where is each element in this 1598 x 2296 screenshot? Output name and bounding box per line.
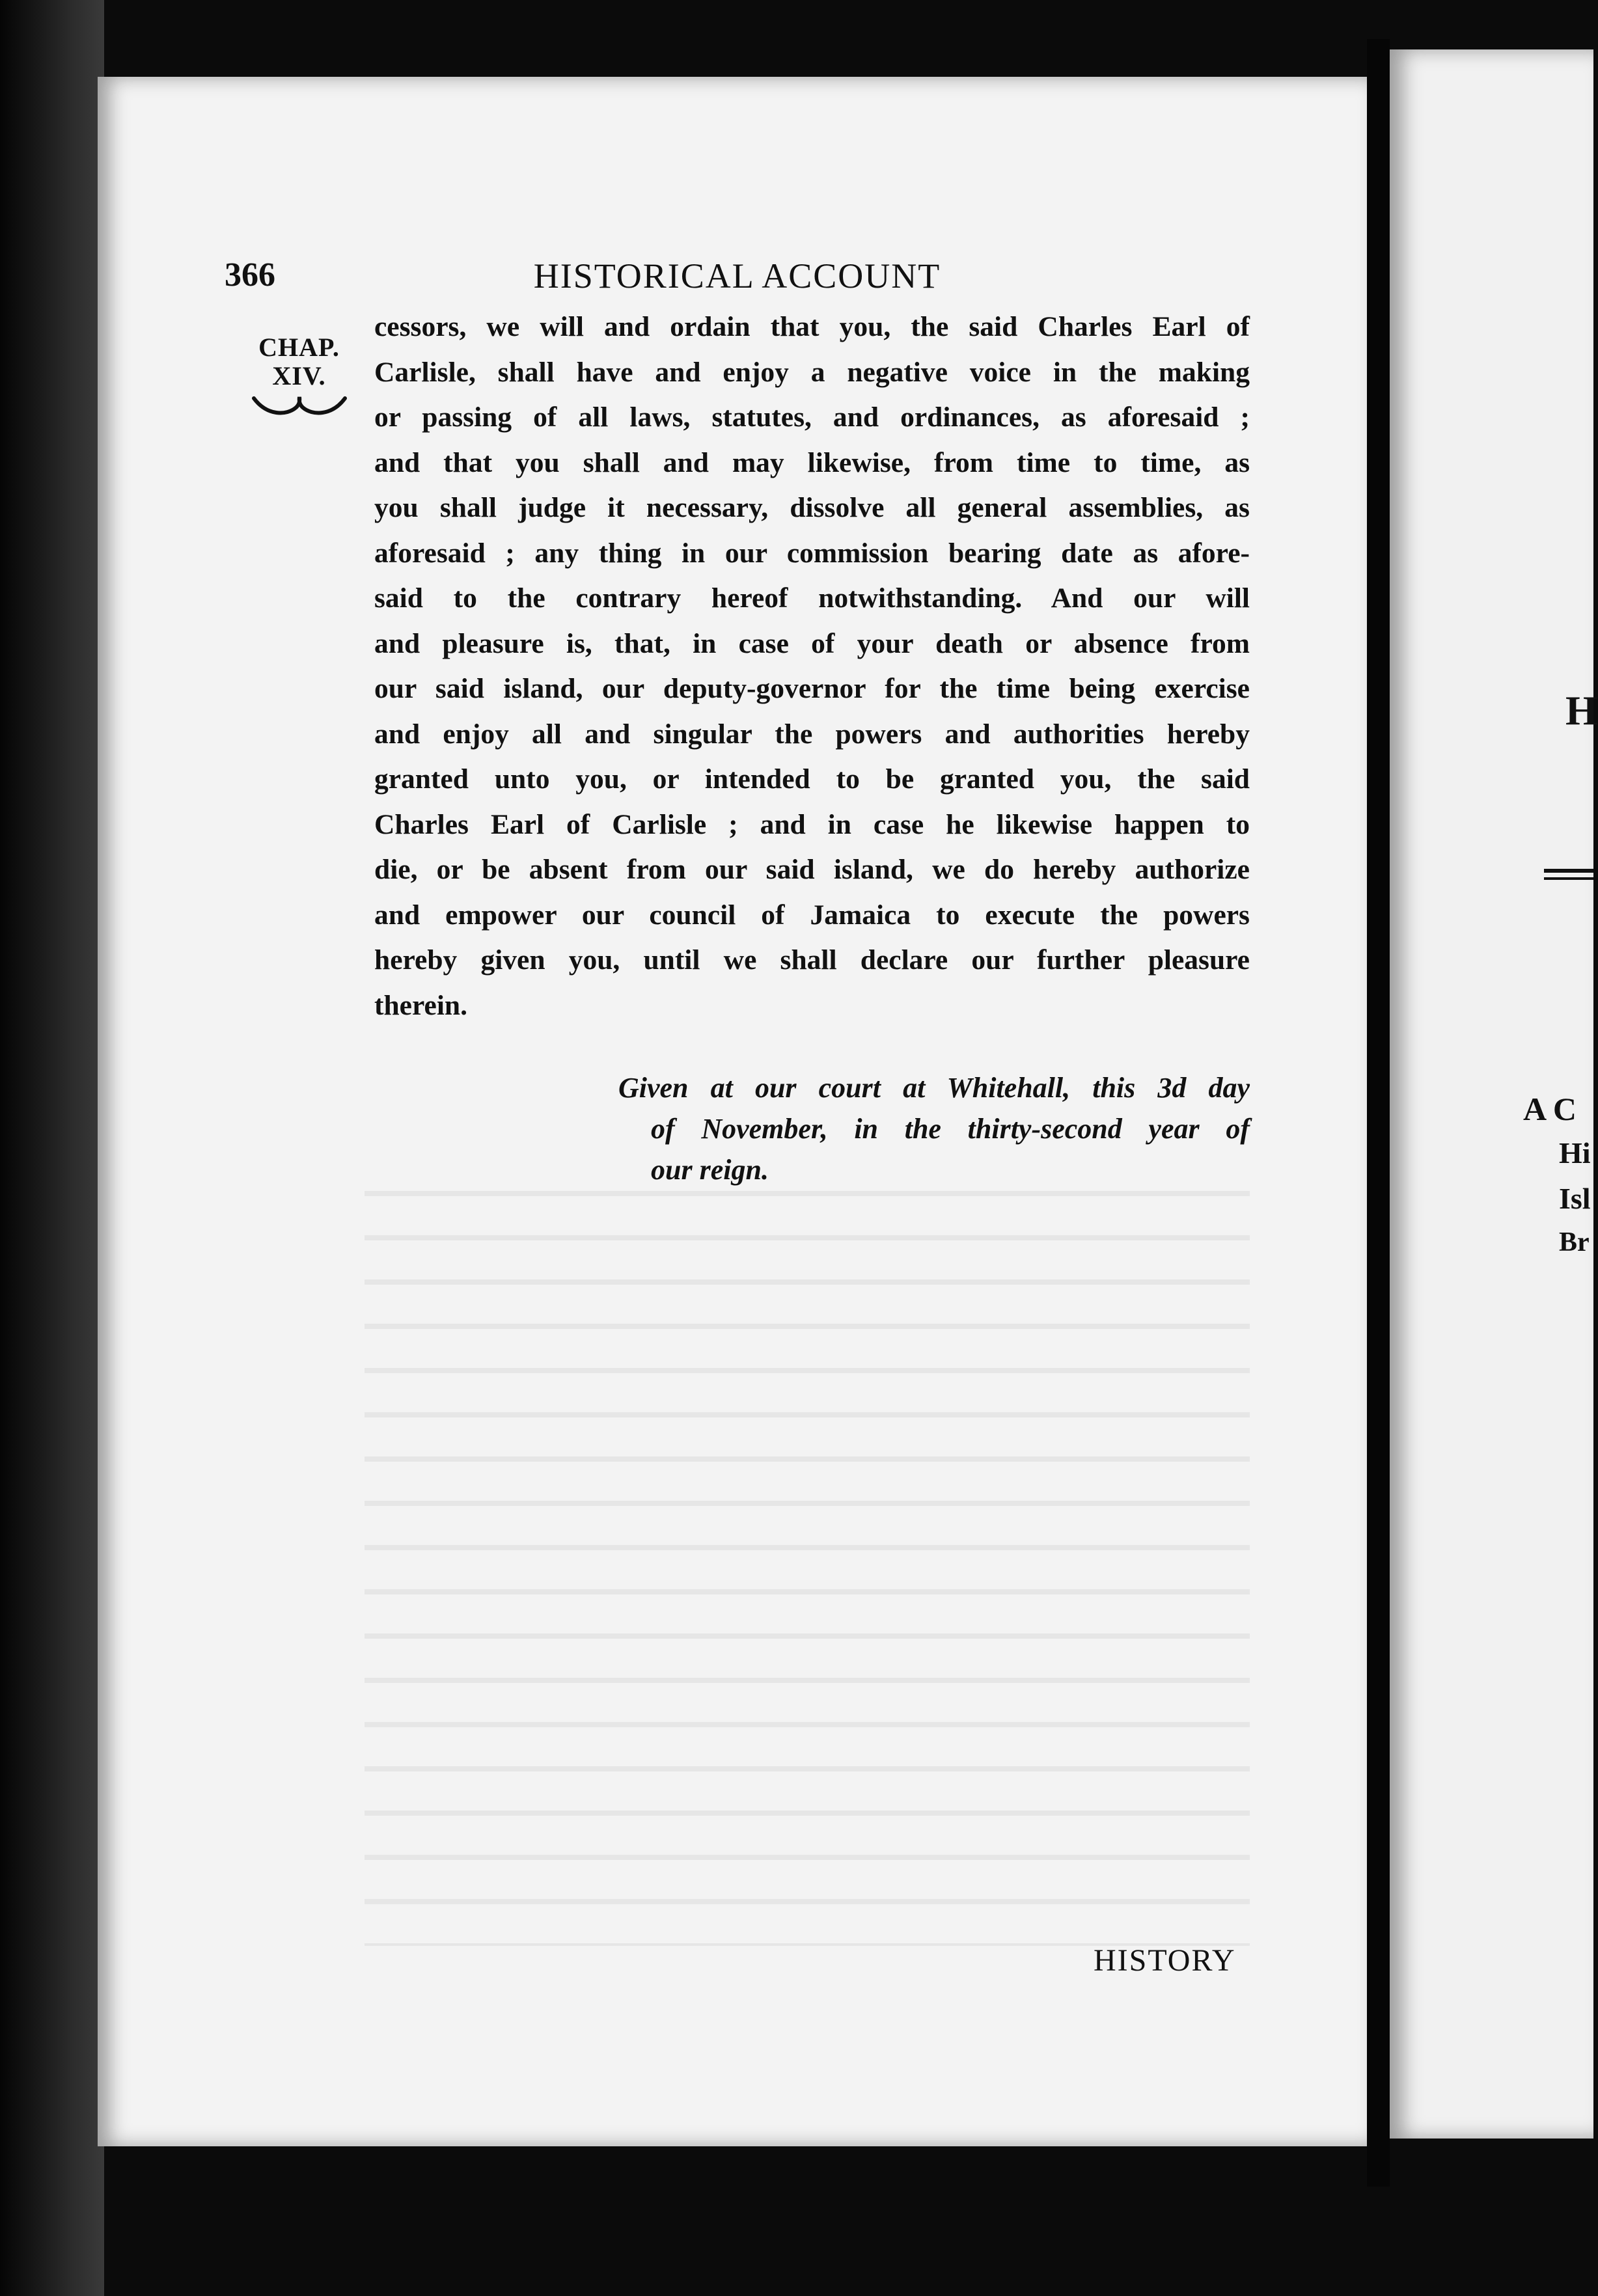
body-line: hereby given you, until we shall declare our further pleasure	[374, 944, 1250, 976]
body-line: and that you shall and may likewise, from time to time, as	[374, 446, 1250, 478]
running-head: HISTORICAL ACCOUNT	[533, 256, 941, 295]
facing-page-fragment: Isl	[1559, 1182, 1591, 1215]
brace-ornament-icon	[251, 393, 348, 419]
dateline-line: Given at our court at Whitehall, this 3d day	[618, 1072, 1250, 1104]
body-line: aforesaid ; any thing in our commission bearing date as afore-	[374, 537, 1250, 569]
facing-page-fragment: H	[1565, 687, 1598, 733]
margin-note-chap: CHAP.	[258, 333, 340, 362]
facing-page-fragment: A C	[1523, 1091, 1577, 1127]
facing-page-rule	[1544, 869, 1593, 873]
body-line: our said island, our deputy-governor for the time being exercise	[374, 673, 1250, 704]
body-line: granted unto you, or intended to be granted you, the said	[374, 763, 1250, 795]
body-text	[374, 305, 1250, 1028]
body-line: said to the contrary hereof notwithstanding. And our will	[374, 582, 1250, 614]
body-line: you shall judge it necessary, dissolve all general assemblies, as	[374, 492, 1250, 523]
body-line: therein.	[374, 989, 467, 1021]
body-line: and pleasure is, that, in case of your death or absence from	[374, 627, 1250, 659]
catchword: HISTORY	[1094, 1943, 1236, 1978]
chapter-margin-note	[242, 333, 356, 419]
body-line: Carlisle, shall have and enjoy a negative voice in the making	[374, 356, 1250, 388]
page-header	[225, 251, 1250, 309]
body-line: die, or be absent from our said island, we do hereby authorize	[374, 854, 1250, 885]
facing-page-fragment: Hi	[1559, 1136, 1591, 1169]
body-line: cessors, we will and ordain that you, the said Charles Earl of	[374, 311, 1250, 342]
book-spine-shadow	[0, 0, 104, 2296]
facing-page-fragment: Br	[1559, 1227, 1590, 1257]
page-gutter	[1367, 39, 1390, 2187]
dateline-line: our reign.	[651, 1154, 769, 1186]
dateline	[586, 1067, 1250, 1190]
body-line: and enjoy all and singular the powers and authorities hereby	[374, 718, 1250, 750]
page-number: 366	[225, 256, 275, 294]
margin-note-number: XIV.	[272, 361, 326, 390]
body-line: and empower our council of Jamaica to execute the powers	[374, 899, 1250, 931]
body-line: Charles Earl of Carlisle ; and in case he likewise happen to	[374, 808, 1250, 840]
facing-page-rule	[1544, 877, 1593, 880]
show-through-texture	[365, 1165, 1250, 1946]
dateline-line: of November, in the thirty-second year of	[651, 1113, 1250, 1145]
body-line: or passing of all laws, statutes, and ordinances, as aforesaid ;	[374, 402, 1250, 433]
